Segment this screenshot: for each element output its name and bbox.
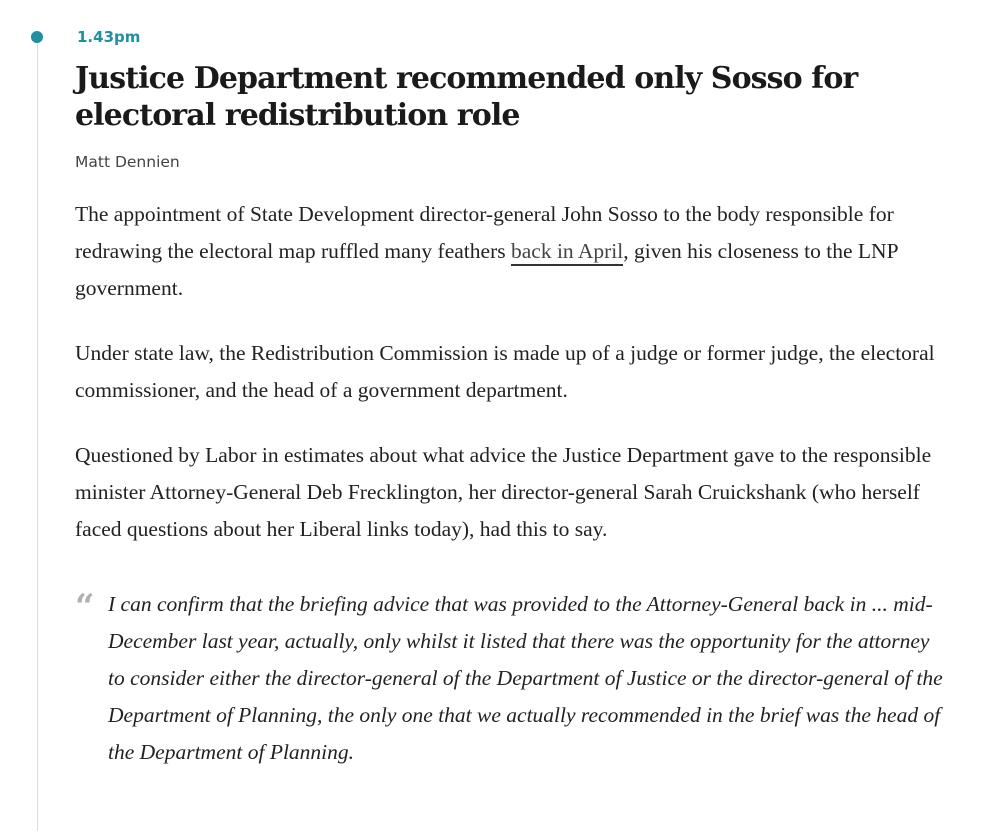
author-byline[interactable]: Matt Dennien — [75, 153, 180, 171]
body-paragraph-3: Questioned by Labor in estimates about what advice the Justice Department gave to the responsible minister Attorney-General Deb Frecklington, her director-general Sarah Cruickshank (who herself faced questions about her Liberal links today), had this to say. — [75, 443, 932, 541]
back-in-april-link[interactable]: back in April — [511, 239, 623, 266]
timeline-dot — [31, 31, 43, 43]
timeline-line — [37, 37, 38, 831]
body-paragraph-2: Under state law, the Redistribution Commission is made up of a judge or former judge, the electoral commissioner, and the head of a government department. — [75, 341, 935, 402]
body-paragraph-1 — [75, 196, 955, 307]
quote-mark-icon: “ — [75, 587, 95, 627]
paragraph-text: The appointment of State Development director-general John Sosso to the body responsible for redrawing the electoral map ruffled many feathers — [75, 202, 894, 263]
paragraph-text: , given his closeness to the LNP government. — [75, 239, 898, 300]
post-timestamp: 1.43pm — [77, 28, 141, 46]
blockquote: I can confirm that the briefing advice that was provided to the Attorney-General back in ... mid-December last year, actually, only whilst it listed that there was the opportunity for the attorney to consider either the director-general of the Department of Justice or the director-general of the Department of Planning, the only one that we actually recommended in the brief was the head of the Department of Planning. — [108, 592, 943, 764]
post-headline: Justice Department recommended only Sosso for electoral redistribution role — [75, 61, 858, 133]
